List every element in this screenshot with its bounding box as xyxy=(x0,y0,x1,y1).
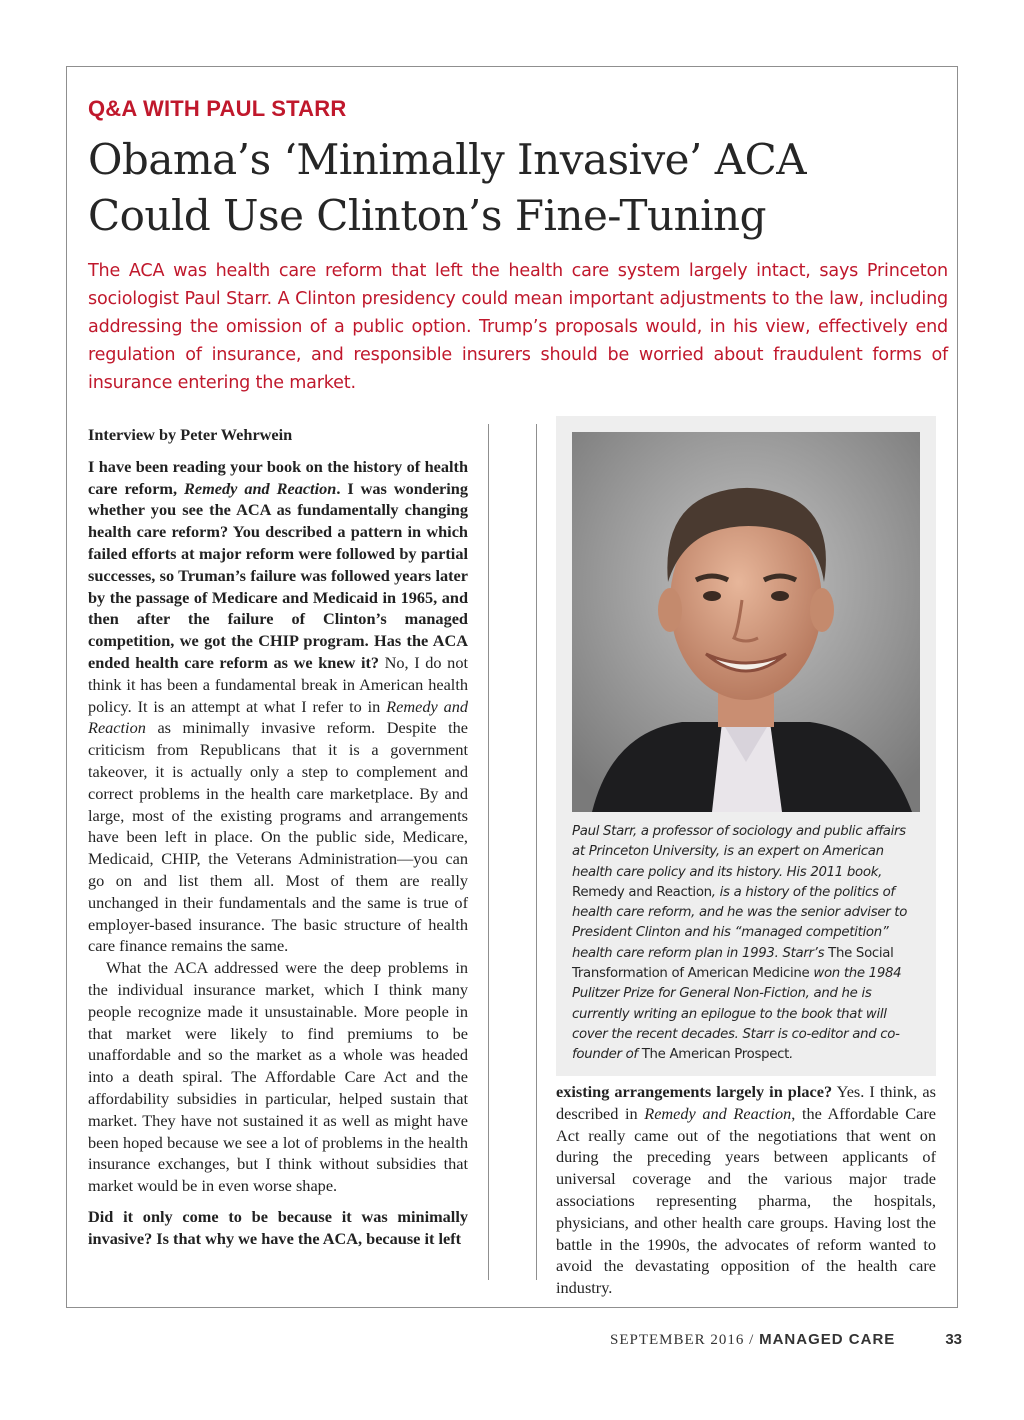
answer-1-text-a: No, I do not think it has been a fundamental break in American health policy. It is an attempt at what I refer to in xyxy=(88,652,468,716)
byline: Interview by Peter Wehrwein xyxy=(88,425,293,444)
section-kicker: Q&A WITH PAUL STARR xyxy=(88,96,347,121)
question-1-text-a: I have been reading your book on the history of health care reform, xyxy=(88,456,468,498)
column-rule-right xyxy=(536,424,537,1280)
page-number: 33 xyxy=(945,1331,962,1348)
portrait-photo xyxy=(572,432,920,812)
question-2-end: existing arrangements largely in place? xyxy=(556,1082,833,1101)
caption-book-title-1: Remedy and Reaction xyxy=(572,884,712,900)
question-answer-1 xyxy=(88,456,468,957)
answer-1-text-b: as minimally invasive reform. Despite the criticism from Republicans that it is a government takeover, it is actually only a step to complement and correct problems in the health care marketplace. By and large, most of the existing programs and arrangements have been left in place. On the public side, Medicare, Medicaid, CHIP, the Veterans Administration—you can go on and list them all. Most of them are really unchanged in their fundamentals and the same is true of employer-based insurance. The basic structure of health care finance remains the same. xyxy=(88,718,468,956)
headline xyxy=(88,132,948,244)
caption-text-3: won the 1984 Pulitzer Prize for General Non-Fiction, and he is currently writing an epilogue to the book that will cover the recent decades. Starr is co-editor and co-founder of xyxy=(572,966,902,1063)
body-column-2 xyxy=(556,1081,936,1299)
photo-sidebar xyxy=(556,416,936,1076)
question-1-text-b: . I was wondering whether you see the ACA as fundamentally changing health care reform? You described a pattern in which failed efforts at major reform were followed by partial successes, so Truman’s failure was followed years later by the passage of Medicare and Medicaid in 1965, and then after the failure of Clinton’s managed competition, we got the CHIP program. Has the ACA ended health care reform as we knew it? xyxy=(88,478,468,672)
portrait-illustration xyxy=(572,432,920,812)
headline-line-1: Obama’s ‘Minimally Invasive’ ACA xyxy=(88,135,807,184)
caption-book-title-3: The American Prospect xyxy=(641,1047,790,1063)
column-rule-left xyxy=(488,424,489,1280)
answer-1-paragraph-2: What the ACA addressed were the deep problems in the individual insurance market, which I think many people recognize made it unsustainable. More people in that market were likely to find premiums to be unaffordable and so the market as a whole was headed into a death spiral. The Affordable Care Act and the affordability subsidies in particular, helped sustain that market. They have not sustained it as well as might have been hoped because we see a lot of problems in the health insurance exchanges, but I think without subsidies that market would be in even worse shape. xyxy=(88,958,468,1196)
page-footer xyxy=(610,1331,962,1349)
caption-book-title-2: The Social Transformation of American Medicine xyxy=(572,945,894,982)
answer-2-text-a: Yes. I think, as described in xyxy=(556,1082,936,1123)
question-answer-2 xyxy=(556,1081,936,1299)
deck-summary: The ACA was health care reform that left the health care system largely intact, says Princeton sociologist Paul Starr. A Clinton presidency could mean important adjustments to the law, including addressing the omission of a public option. Trump’s proposals would, in his view, effectively end regulation of insurance, and responsible insurers should be worried about fraudulent forms of insurance entering the market. xyxy=(88,261,948,393)
photo-caption xyxy=(572,822,922,1066)
question-1-book-title: Remedy and Reaction xyxy=(184,478,337,498)
footer-magazine: MANAGED CARE xyxy=(759,1331,896,1348)
caption-text-1: Paul Starr, a professor of sociology and public affairs at Princeton University, is an expert on American health care policy and its history. His 2011 book, xyxy=(572,824,906,880)
caption-text-2: , is a history of the politics of health care reform, and he was the senior adviser to President Clinton and his “managed competition” health care reform plan in 1993. Starr’s xyxy=(572,884,908,961)
caption-text-4: . xyxy=(789,1047,794,1063)
answer-2-text-b: , the Affordable Care Act really came out of the negotiations that went on during the preceding years between applicants of universal coverage and the various major trade associations representing pharma, the hospitals, physicians, and other health care groups. Having lost the battle in the 1990s, the advocates of reform wanted to avoid the devastating opposition of the health care industry. xyxy=(556,1103,936,1298)
answer-1-book-title: Remedy and Reaction xyxy=(88,696,468,738)
answer-2-book-title: Remedy and Reaction xyxy=(644,1103,792,1123)
question-1 xyxy=(88,457,468,672)
footer-issue: SEPTEMBER 2016 / xyxy=(610,1332,760,1348)
headline-line-2: Could Use Clinton’s Fine-Tuning xyxy=(88,191,766,240)
body-column-1 xyxy=(88,424,468,1249)
question-2-start: Did it only come to be because it was minimally invasive? Is that why we have the ACA, because it left xyxy=(88,1206,468,1248)
